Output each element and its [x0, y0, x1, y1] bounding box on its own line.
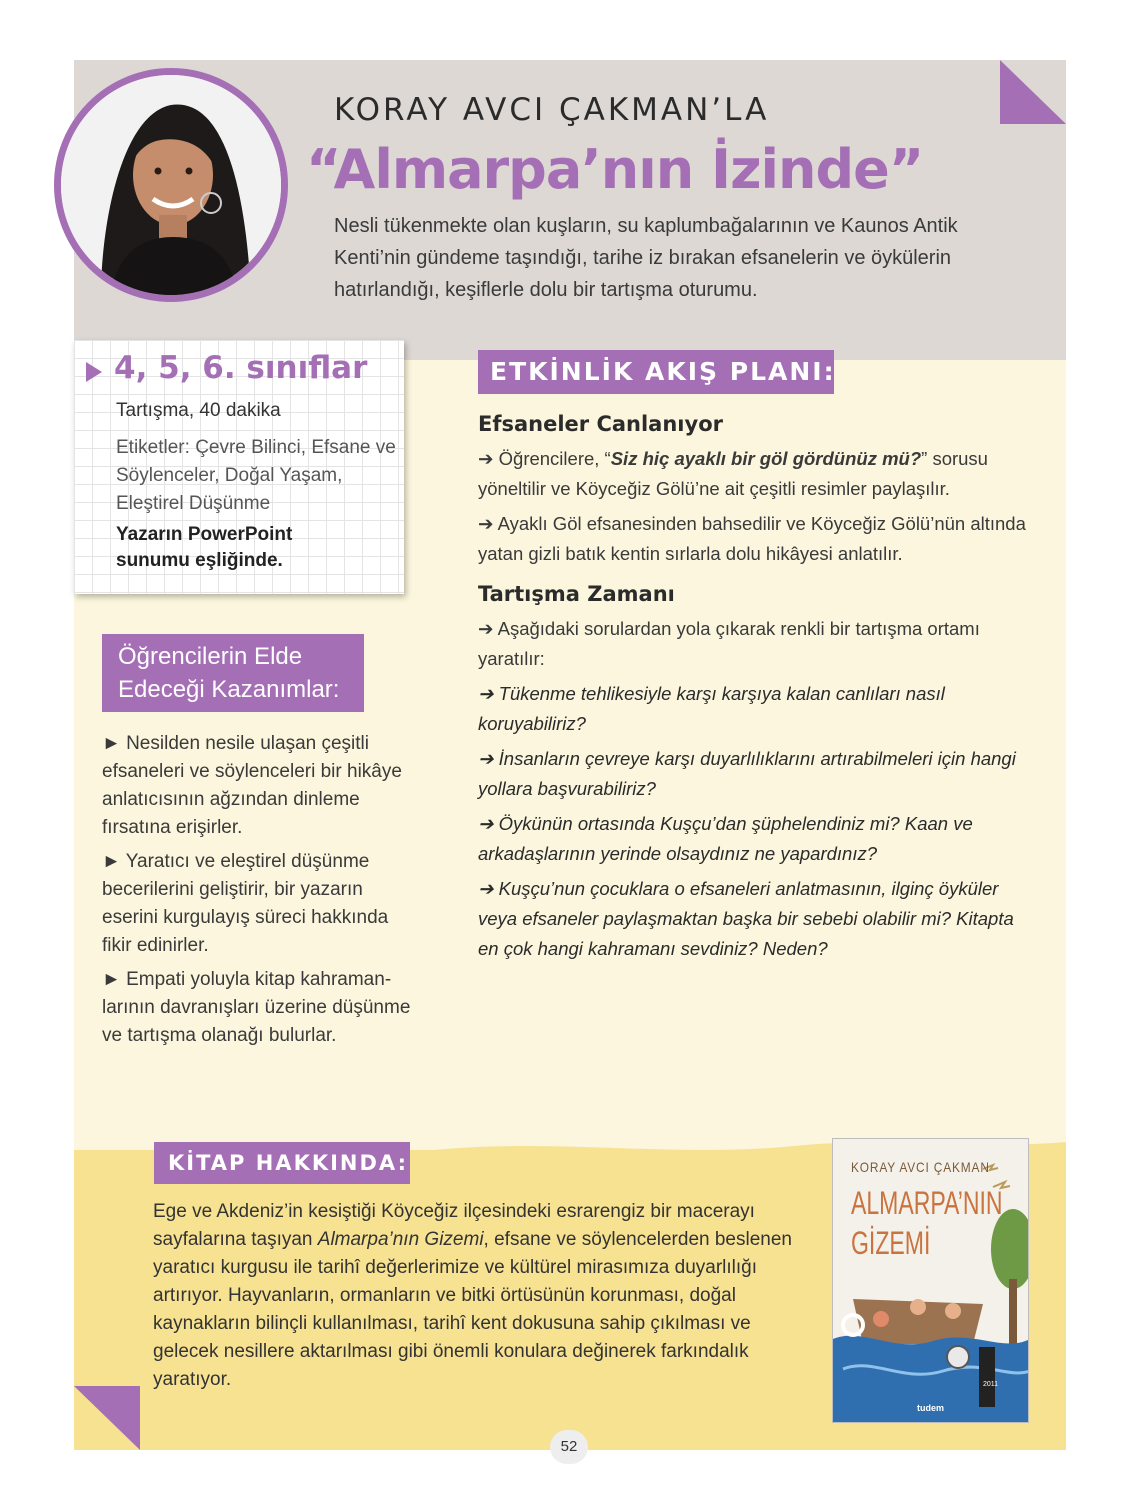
gain-item: ► Yaratıcı ve eleştirel düşünme becerilerini geliştirir, bir yazarın eserini kurgulayış süreci hakkında fikir edinirler. — [102, 851, 389, 956]
presentation-note-line1: Yazarın PowerPoint — [116, 524, 293, 545]
plan-item: ➔ Aşağıdaki sorulardan yola çıkarak renkli bir tartışma ortamı yaratılır: — [478, 618, 980, 669]
author-photo-illustration — [61, 75, 281, 295]
cover-award-year: 2011 — [983, 1381, 999, 1388]
cover-publisher: tudem — [917, 1403, 944, 1413]
header-subtitle: KORAY AVCI ÇAKMAN’LA — [334, 92, 770, 128]
gains-list — [102, 730, 417, 1056]
grade-levels: 4, 5, 6. sınıflar — [114, 350, 368, 386]
about-book-text-post: , efsane ve söylencelerden beslenen yaratıcı kurgusu ile tarihî değerlerimize ve kültürel mirasımıza duyarlılığı artırıyor. Hayvanların, ormanların ve bitki örtüsünün korunması, doğal kaynakların bilinçli kullanılması, tarihî kent dokusuna sahip çıkılması ve gelecek nesillere aktarılması gibi önemli konulara değinerek farkındalık yaratıyor. — [153, 1229, 792, 1390]
activity-plan — [478, 412, 1038, 969]
activity-plan-heading: ETKİNLİK AKIŞ PLANI: — [478, 350, 834, 394]
section-title-discussion: Tartışma Zamanı — [478, 582, 675, 606]
book-cover — [832, 1138, 1029, 1423]
book-cover-illustration — [833, 1139, 1029, 1423]
about-book-text — [153, 1198, 813, 1394]
gains-heading-line1: Öğrencilerin Elde — [118, 643, 303, 670]
discussion-question: ➔ Öykünün ortasında Kuşçu’dan şüphelendiniz mi? Kaan ve arkadaşlarının yerinde olsaydınız ne yapardınız? — [478, 813, 973, 864]
gains-heading-box — [102, 634, 364, 712]
page-number: 52 — [550, 1430, 588, 1464]
author-portrait — [54, 68, 288, 302]
book-title-italic: Almarpa’nın Gizemi — [317, 1229, 484, 1250]
gain-item: ► Nesilden nesile ulaşan çeşitli efsaneleri ve söylenceleri bir hikâye anlatıcısının ağzından dinleme fırsatına erişirler. — [102, 733, 402, 838]
plan-item-question: Siz hiç ayaklı bir göl gördünüz mü? — [610, 448, 922, 469]
play-arrow-icon — [86, 362, 102, 382]
plan-item-prefix: ➔ Öğrencilere, “ — [478, 448, 611, 469]
header-title: “Almarpa’nın İzinde” — [306, 138, 924, 201]
discussion-question: ➔ Kuşçu’nun çocuklara o efsaneleri anlatmasının, ilginç öyküler veya efsaneler paylaşmaktan başka bir sebebi olabilir mi? Kitapta en çok hangi kahramanı sevdiniz? Neden? — [478, 878, 1014, 959]
discussion-question: ➔ Tükenme tehlikesiyle karşı karşıya kalan canlıları nasıl koruyabiliriz? — [478, 683, 945, 734]
plan-item-suffix: ” sorusu yöneltilir ve Köyceğiz Gölü’ne ait çeşitli resimler paylaşılır. — [478, 448, 988, 499]
cover-title-line1: ALMARPA’NIN — [851, 1185, 1003, 1221]
cover-author: KORAY AVCI ÇAKMAN — [851, 1159, 990, 1175]
corner-triangle-bottom-left — [74, 1386, 140, 1450]
gains-heading-line2: Edeceği Kazanımlar: — [118, 676, 340, 703]
activity-format: Tartışma, 40 dakika — [116, 400, 281, 421]
about-book-heading: KİTAP HAKKINDA: — [154, 1142, 410, 1184]
activity-tags: Etiketler: Çevre Bilinci, Efsane ve Söylenceler, Doğal Yaşam, Eleştirel Düşünme — [116, 437, 396, 514]
corner-triangle-top-right — [1000, 60, 1066, 124]
presentation-note-line2: sunumu eşliğinde. — [116, 550, 283, 571]
presentation-note — [116, 522, 376, 574]
gain-item: ► Empati yoluyla kitap kahramanlarının davranışları üzerine düşünme ve tartışma olanağı bulurlar. — [102, 969, 411, 1046]
info-card — [74, 340, 404, 594]
about-book-text-pre: Ege ve Akdeniz’in kesiştiği Köyceğiz ilçesindeki esrarengiz bir macerayı sayfalarına taşıyan — [153, 1201, 755, 1250]
header-description: Nesli tükenmekte olan kuşların, su kaplumbağalarının ve Kaunos Antik Kenti’nin gündeme taşındığı, tarihe iz bırakan efsanelerin ve öykülerin hatırlandığı, keşiflerle dolu bir tartışma oturumu. — [334, 215, 958, 301]
discussion-question: ➔ İnsanların çevreye karşı duyarlılıklarını artırabilmeleri için hangi yollara başvurabiliriz? — [478, 748, 1016, 799]
plan-item: ➔ Ayaklı Göl efsanesinden bahsedilir ve Köyceğiz Gölü’nün altında yatan gizli batık kentin sırlarla dolu hikâyesi anlatılır. — [478, 513, 1026, 564]
cover-title-line2: GİZEMİ — [851, 1225, 931, 1261]
section-title-legends: Efsaneler Canlanıyor — [478, 412, 723, 436]
plan-item — [478, 444, 1038, 504]
